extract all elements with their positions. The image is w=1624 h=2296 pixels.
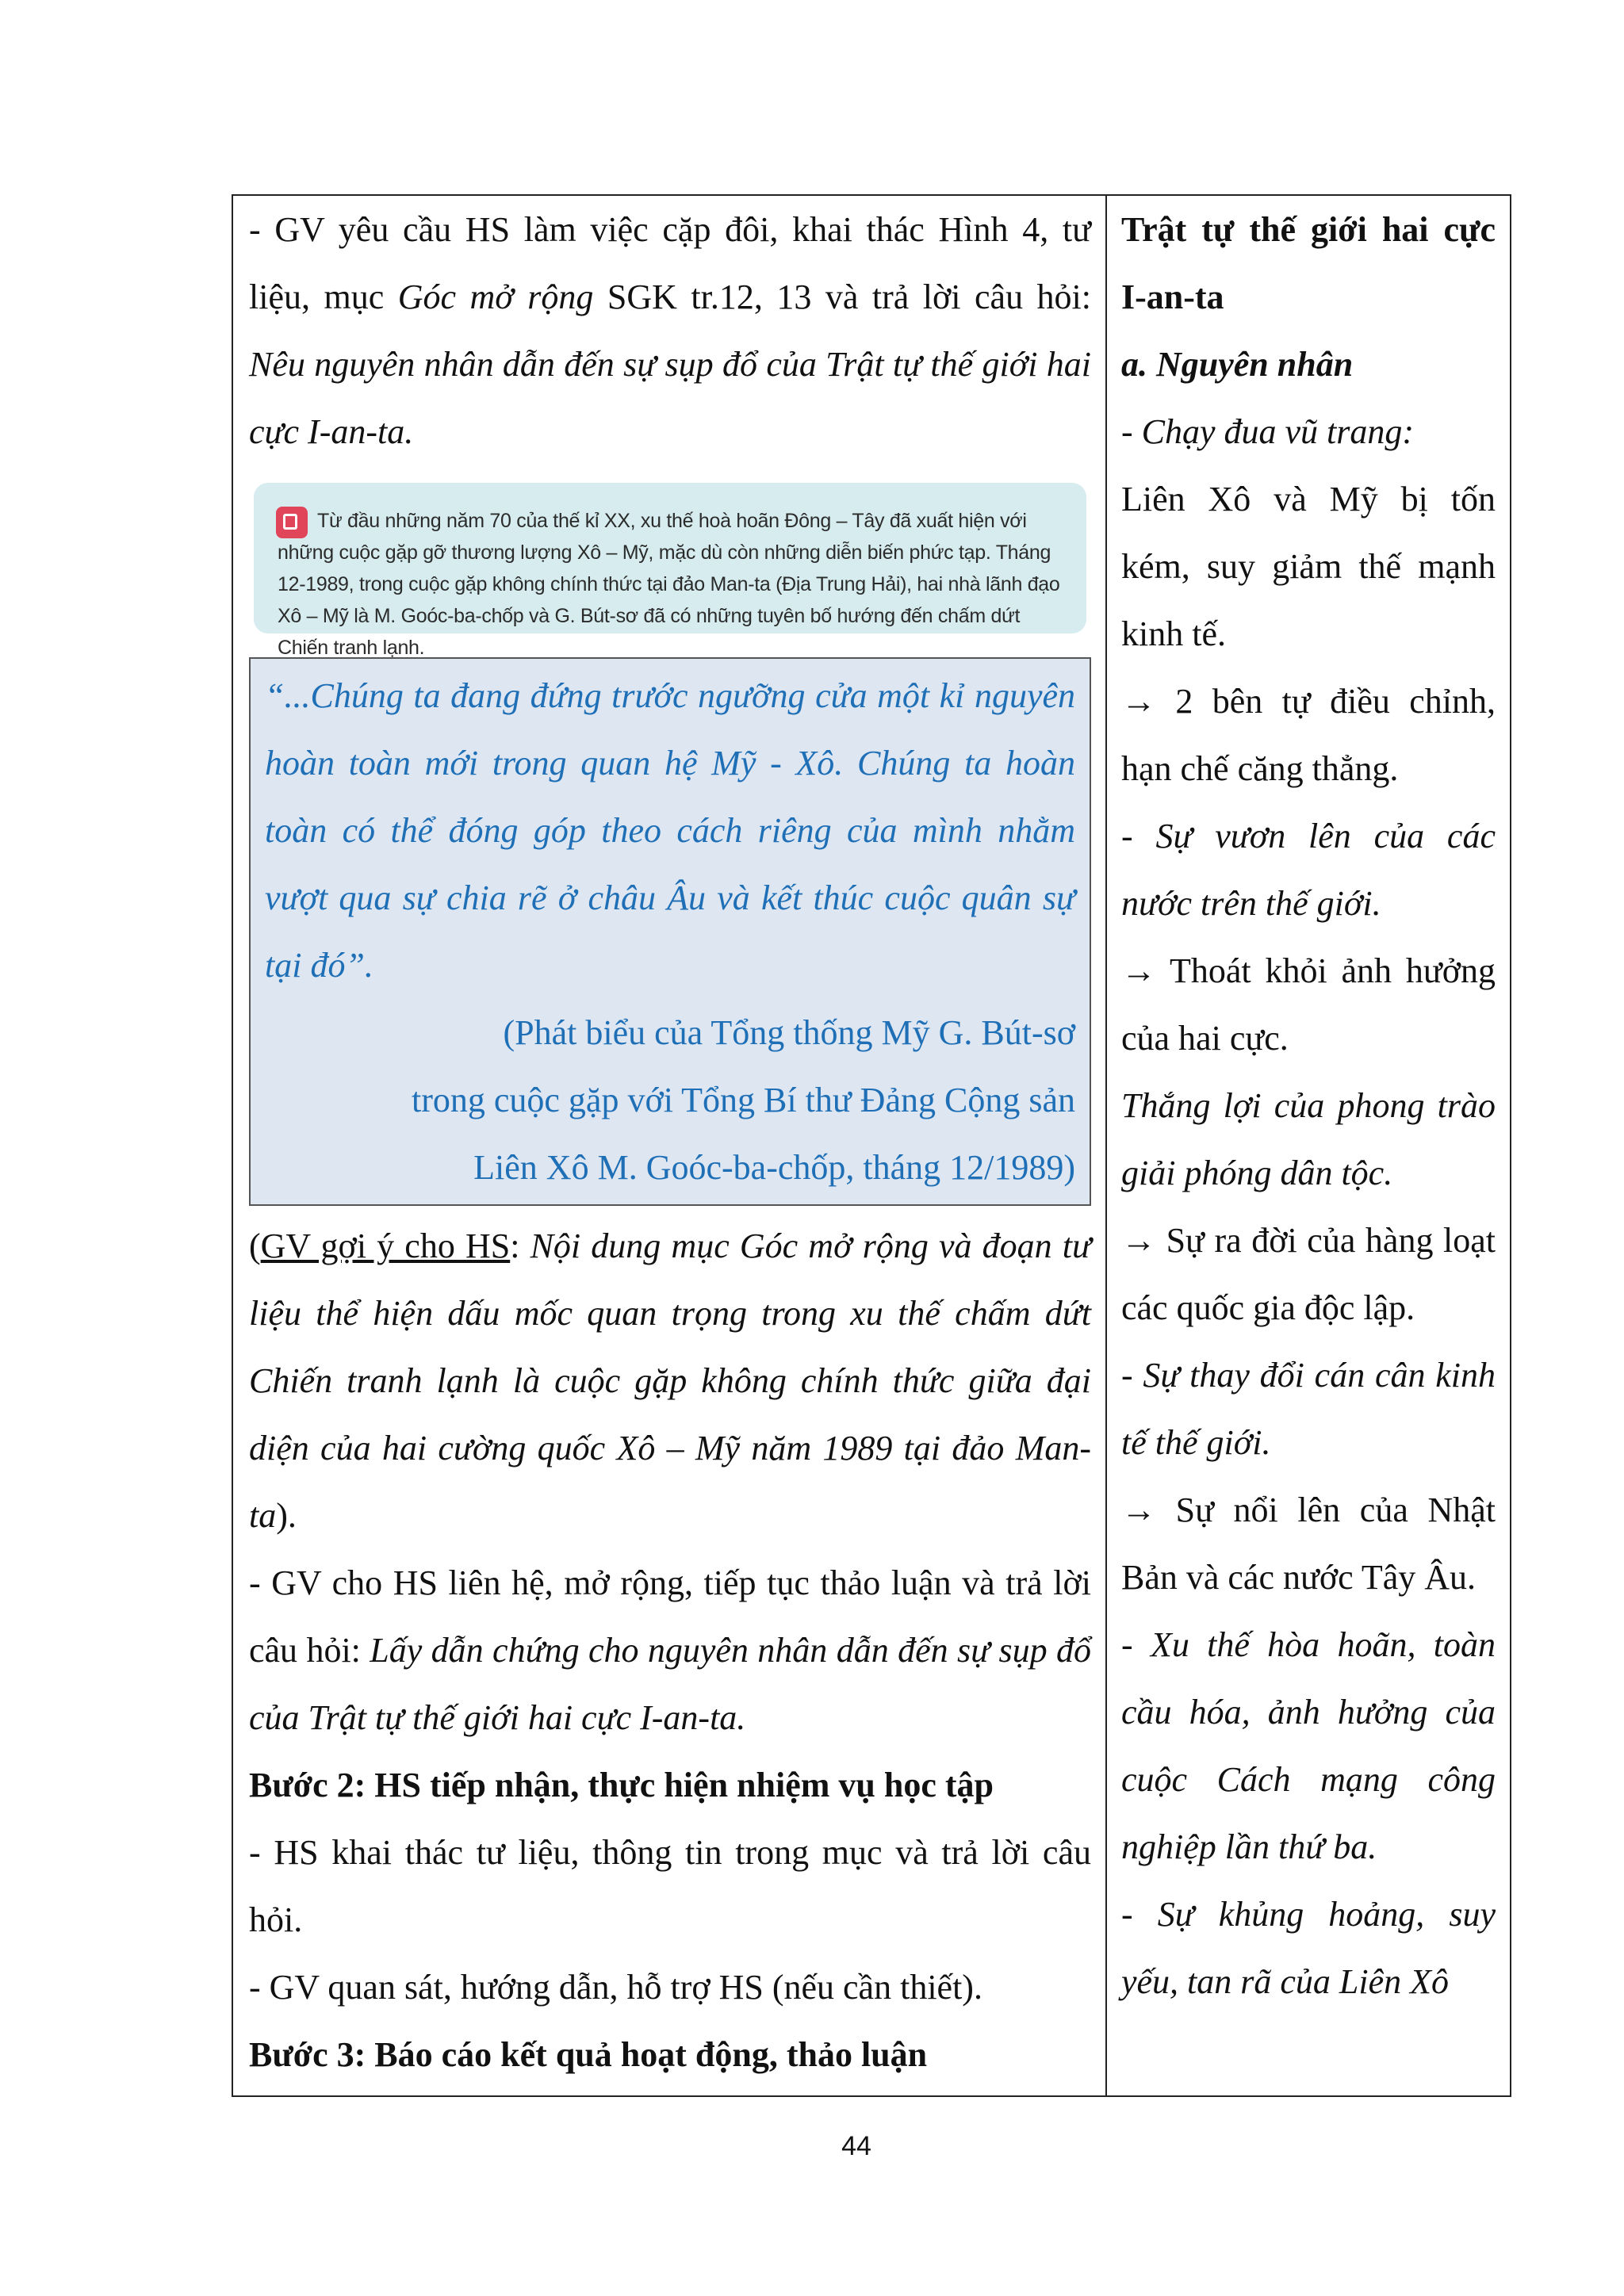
quote-source-line-1: (Phát biểu của Tổng thống Mỹ G. Bút-sơ (503, 1013, 1075, 1052)
quote-box (249, 657, 1091, 1206)
cause-3-title: Thắng lợi của phong trào giải phóng dân tộc. (1121, 1086, 1496, 1192)
cause-1-title: - Chạy đua vũ trang: (1121, 412, 1415, 451)
section-heading: Trật tự thế giới hai cực I-an-ta (1121, 210, 1496, 316)
cause-6-title: - Sự khủng hoảng, suy yếu, tan rã của Liên Xô (1121, 1895, 1496, 2001)
quote-text: “...Chúng ta đang đứng trước ngưỡng cửa một kỉ nguyên hoàn toàn mới trong quan hệ Mỹ - Xô. Chúng ta hoàn toàn có thể đóng góp theo cách riêng của mình nhằm vượt qua sự chia rẽ ở châu Âu và kết thúc cuộc quân sự tại đó”. (265, 676, 1075, 985)
cause-2-title: - Sự vươn lên của các nước trên thế giới. (1121, 817, 1496, 923)
book-icon (276, 507, 308, 538)
step-2-item-b: - GV quan sát, hướng dẫn, hỗ trợ HS (nếu cần thiết). (249, 1968, 982, 2007)
cause-1-text: Liên Xô và Mỹ bị tốn kém, suy giảm thế mạnh kinh tế. (1121, 480, 1496, 653)
content-column (1107, 196, 1510, 2095)
cause-1-result: → 2 bên tự điều chỉnh, hạn chế căng thẳng. (1121, 682, 1496, 788)
teacher-activity-column (233, 196, 1107, 2095)
cause-3-result: → Sự ra đời của hàng loạt các quốc gia độc lập. (1121, 1221, 1496, 1327)
content-table (232, 194, 1511, 2097)
cause-2-result: → Thoát khỏi ảnh hưởng của hai cực. (1121, 951, 1496, 1058)
cause-4-result: → Sự nổi lên của Nhật Bản và các nước Tây Âu. (1121, 1490, 1496, 1597)
cause-5-title: - Xu thế hòa hoãn, toàn cầu hóa, ảnh hưởng của cuộc Cách mạng công nghiệp lần thứ ba. (1121, 1625, 1496, 1866)
quote-source-line-2: trong cuộc gặp với Tổng Bí thư Đảng Cộng sản (412, 1081, 1075, 1119)
page-number: 44 (841, 2131, 871, 2161)
callout-text: Từ đầu những năm 70 của thế kỉ XX, xu thế hoà hoãn Đông – Tây đã xuất hiện với những cuộc gặp gỡ thương lượng Xô – Mỹ, mặc dù còn những diễn biến phức tạp. Tháng 12-1989, trong cuộc gặp không chính thức tại đảo Man-ta (Địa Trung Hải), hai nhà lãnh đạo Xô – Mỹ là M. Goóc-ba-chốp và G. Bút-sơ đã có những tuyên bố hướng đến chấm dứt Chiến tranh lạnh. (278, 510, 1060, 659)
step-2-heading: Bước 2: HS tiếp nhận, thực hiện nhiệm vụ học tập (249, 1766, 994, 1804)
task-paragraph: - GV yêu cầu HS làm việc cặp đôi, khai thác Hình 4, tư liệu, mục Góc mở rộng SGK tr.12, 13 và trả lời câu hỏi: Nêu nguyên nhân dẫn đến sự sụp đổ của Trật tự thế giới hai cực I-an-ta. (249, 210, 1092, 451)
quote-source-line-3: Liên Xô M. Goóc-ba-chốp, tháng 12/1989) (473, 1148, 1075, 1187)
callout-box (254, 483, 1086, 659)
hint-paragraph: (GV gợi ý cho HS: Nội dung mục Góc mở rộng và đoạn tư liệu thể hiện dấu mốc quan trọng trong xu thế chấm dứt Chiến tranh lạnh là cuộc gặp không chính thức giữa đại diện của hai cường quốc Xô – Mỹ năm 1989 tại đảo Man-ta). (249, 1226, 1091, 1535)
followup-paragraph: - GV cho HS liên hệ, mở rộng, tiếp tục thảo luận và trả lời câu hỏi: Lấy dẫn chứng cho nguyên nhân dẫn đến sự sụp đổ của Trật tự thế giới hai cực I-an-ta. (249, 1563, 1091, 1737)
cause-4-title: - Sự thay đổi cán cân kinh tế thế giới. (1121, 1356, 1496, 1462)
step-2-item-a: - HS khai thác tư liệu, thông tin trong mục và trả lời câu hỏi. (249, 1833, 1091, 1939)
step-3-heading: Bước 3: Báo cáo kết quả hoạt động, thảo luận (249, 2035, 928, 2074)
subsection-heading: a. Nguyên nhân (1121, 345, 1354, 384)
